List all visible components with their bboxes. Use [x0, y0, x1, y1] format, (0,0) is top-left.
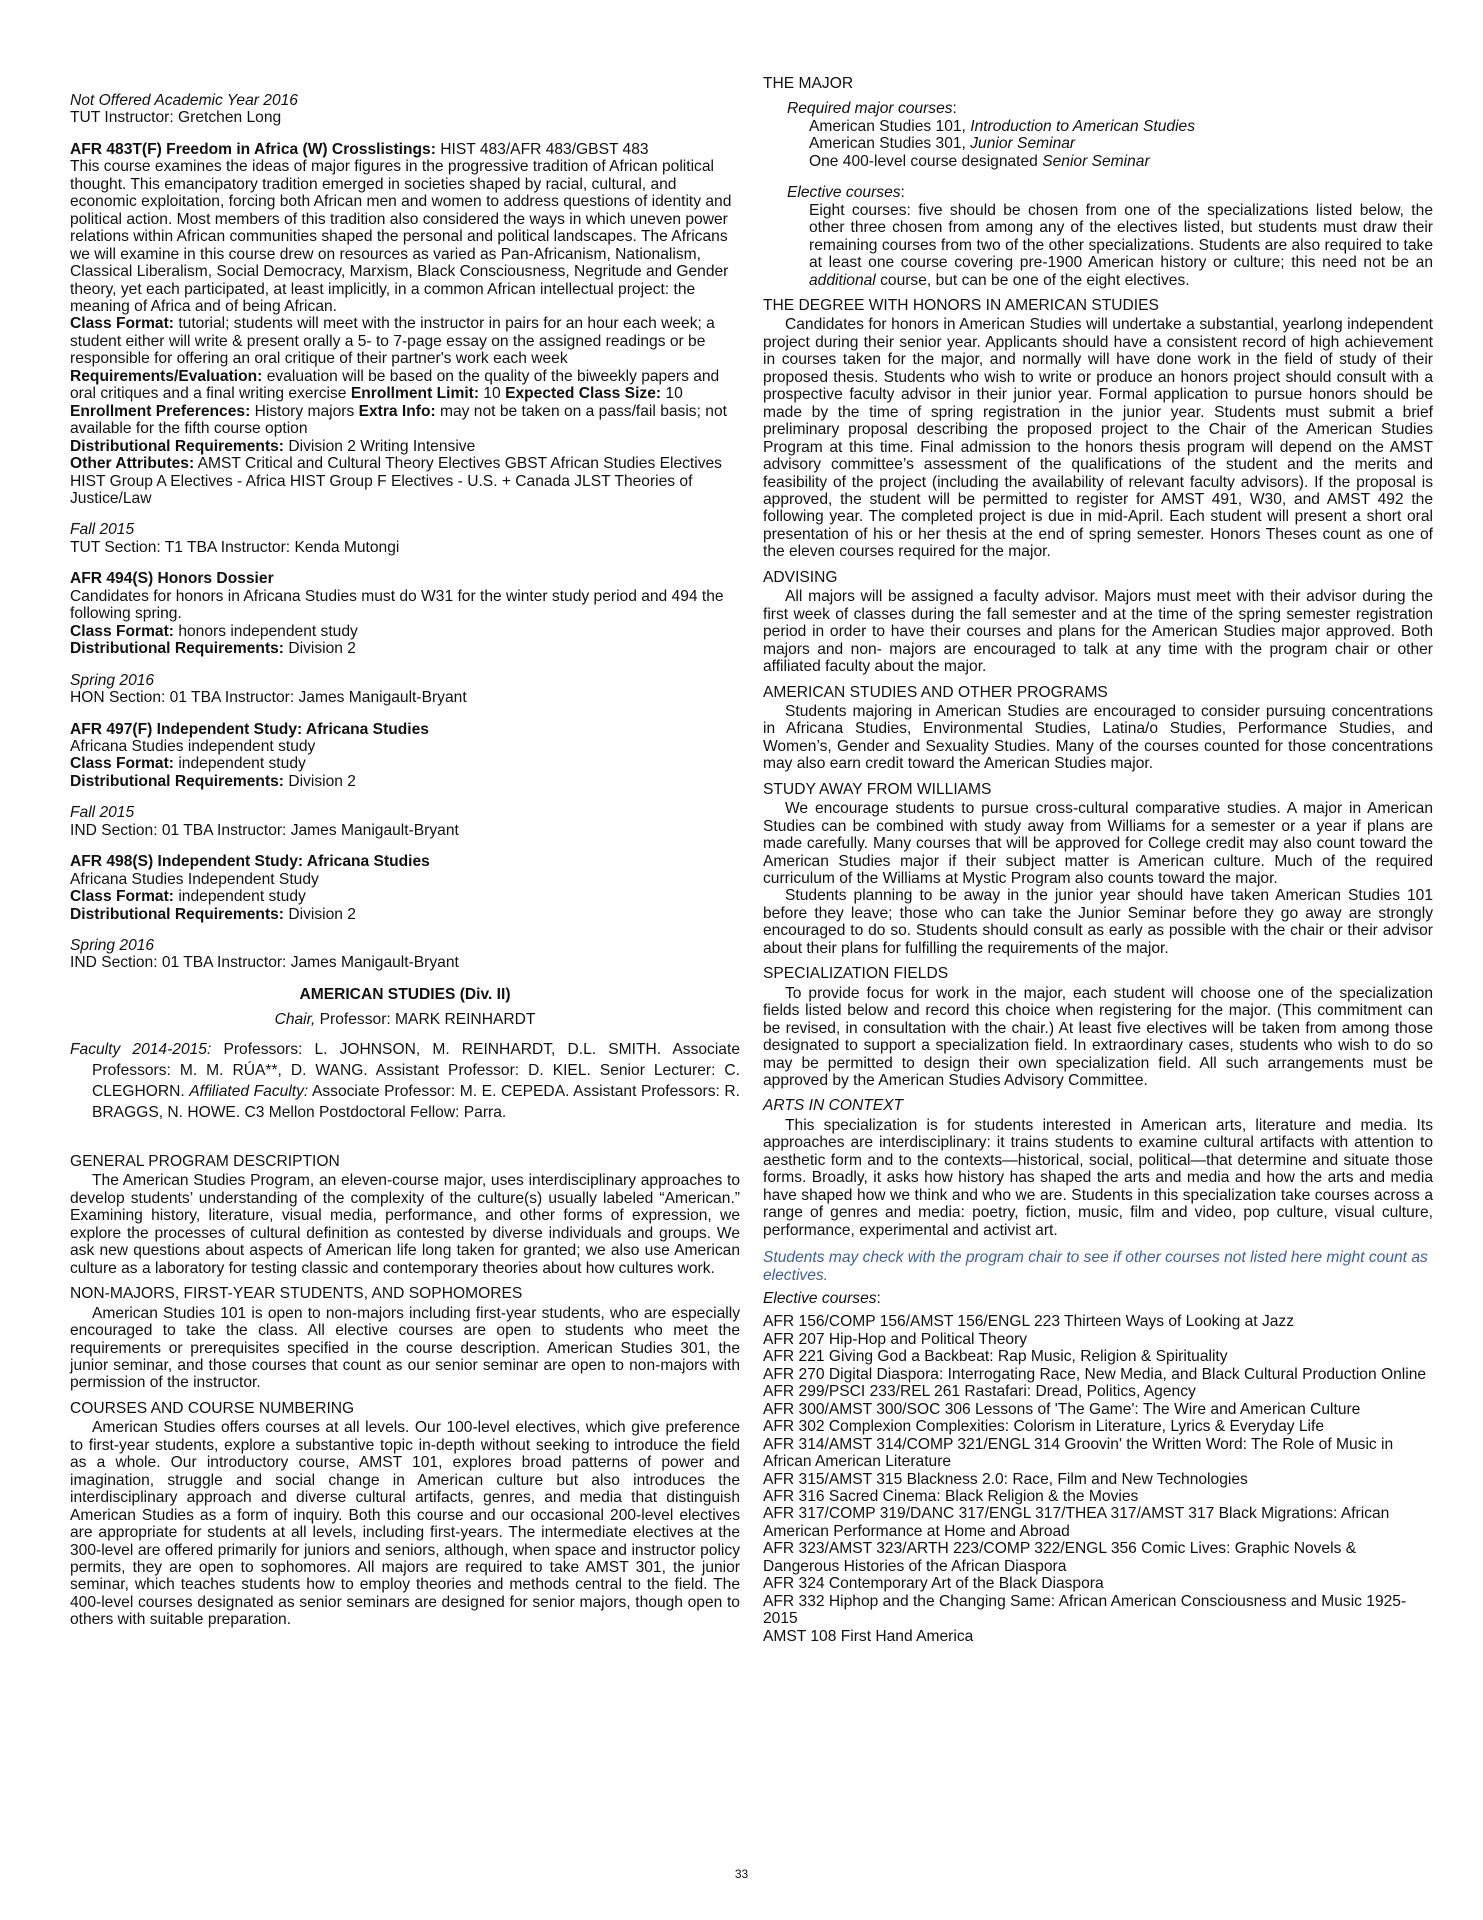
list-item: AFR 299/PSCI 233/REL 261 Rastafari: Dread, Politics, Agency	[763, 1383, 1196, 1401]
section-heading: AMERICAN STUDIES AND OTHER PROGRAMS	[763, 683, 1108, 701]
list-item: AFR 156/COMP 156/AMST 156/ENGL 223 Thirteen Ways of Looking at Jazz	[763, 1313, 1295, 1331]
page-number: 33	[734, 1867, 749, 1881]
chair-note: Students may check with the program chair to see if other courses not listed here might count as electives.	[763, 1249, 1428, 1284]
format-label: Class Format:	[70, 888, 174, 906]
section-body: American Studies 101 is open to non-majors including first-year students, who are especially encouraged to take the class. All elective courses are open to students who meet the requirements or prerequisites specified in the course description. American Studies 301, the junior seminar, and those courses that count as our senior seminar are open to non-majors with permission of the instructor.	[70, 1304, 740, 1392]
expected-size-label: Expected Class Size:	[505, 385, 662, 403]
dist-value: Division 2	[284, 772, 356, 790]
list-item: AFR 270 Digital Diaspora: Interrogating Race, New Media, and Black Cultural Production Online	[763, 1365, 1427, 1383]
dist-label: Distributional Requirements:	[70, 772, 285, 790]
extra-info-value: may not be taken on a pass/fail basis; not available for the fifth course option	[70, 402, 727, 438]
section-body: We encourage students to pursue cross-cultural comparative studies. A major in American Studies can be combined with study away from Williams for a semester or a year if plans are made carefully. Many courses that will be approved for College credit may also count toward the American Studies major if their subject matter is American culture. Much of the required curriculum of the Williams at Mystic Program also counts toward the major.	[763, 800, 1433, 888]
section-heading: COURSES AND COURSE NUMBERING	[70, 1399, 355, 1417]
list-item: AFR 323/AMST 323/ARTH 223/COMP 322/ENGL 356 Comic Lives: Graphic Novels & Dangerous Histories of the African Diaspora	[763, 1540, 1357, 1575]
required-heading: Required major courses	[787, 100, 953, 118]
section-body: This specialization is for students interested in American arts, literature and media. Its approaches are interdisciplinary: it trains students to examine cultural artifacts with attention to aesthetic form and to the contexts—historical, social, political—that determine and situate those forms. Broadly, it asks how history has shaped the arts and media and how the arts and media have shaped how we think and who we are. Students in this specialization take courses across a range of genres and media: poetry, fiction, music, film and video, pop culture, visual culture, performance, experimental and activist art.	[763, 1116, 1433, 1239]
format-value: independent study	[174, 755, 306, 773]
dist-value: Division 2	[284, 905, 356, 923]
enroll-label: Enrollment Limit:	[350, 385, 480, 403]
dist-value: Division 2 Writing Intensive	[284, 437, 476, 455]
course-title: AFR 494(S) Honors Dossier	[70, 570, 274, 588]
list-item: AFR 302 Complexion Complexities: Colorism in Literature, Lyrics & Everyday Life	[763, 1418, 1325, 1436]
section-body: Students majoring in American Studies are encouraged to consider pursuing concentrations in Africana Studies, Environmental Studies, Latina/o Studies, Performance Studies, and Women’s, Gender and Sexuality Studies. Many of the courses counted for those concentrations may also earn credit toward the American Studies major.	[763, 702, 1433, 773]
enroll-value: 10	[479, 385, 506, 403]
left-column	[70, 92, 740, 1629]
term: Spring 2016	[70, 671, 155, 689]
format-value: independent study	[174, 888, 306, 906]
dist-label: Distributional Requirements:	[70, 640, 285, 658]
list-item: AFR 221 Giving God a Backbeat: Rap Music, Religion & Spirituality	[763, 1348, 1228, 1366]
elective-text: Eight courses: five should be chosen from one of the specializations listed below, the other three chosen from among any of the electives listed, but students must draw their remaining courses from two of the other specializations. Students are also required to take at least one course covering pre-1900 American history or culture; this need not be an additional course, but can be one of the eight electives.	[809, 201, 1433, 289]
list-item: AFR 332 Hiphop and the Changing Same: African American Consciousness and Music 1925-2015	[763, 1592, 1407, 1628]
list-item: AFR 314/AMST 314/COMP 321/ENGL 314 Groovin' the Written Word: The Role of Music in African American Literature	[763, 1435, 1394, 1471]
section-heading: THE MAJOR	[763, 75, 854, 92]
section-info: IND Section: 01 TBA Instructor: James Manigault-Bryant	[70, 954, 459, 972]
expected-size-value: 10	[661, 385, 683, 403]
section-body: American Studies offers courses at all levels. Our 100-level electives, which give preference to first-year students, explore a substantive topic in-depth without seeking to introduce the field as a whole. Our introductory course, AMST 101, explores broad patterns of power and imagination, struggle and social change in American culture but also introduces the interdisciplinary approach and diverse cultural artifacts, genres, and media that distinguish American Studies as a form of inquiry. Both this course and our occasional 200-level electives are appropriate for students at all levels, including first-years. The intermediate electives at the 300-level are offered primarily for juniors and seniors, although, when space and instructor policy permits, they are open to sophomores. All majors are required to take AMST 301, the junior seminar, which teaches students how to employ theories and methods central to the field. The 400-level courses designated as senior seminars are designed for senior majors, though open to others with suitable preparation.	[70, 1419, 740, 1629]
chair-label: Chair,	[274, 1011, 316, 1029]
format-label: Class Format:	[70, 315, 174, 333]
list-item: AFR 315/AMST 315 Blackness 2.0: Race, Film and New Technologies	[763, 1470, 1248, 1488]
course-description: This course examines the ideas of major figures in the progressive tradition of African political thought. This emancipatory tradition emerged in societies shaped by racial, cultural, and economic exploitation, forcing both African men and women to address questions of identity and political action. Most members of this tradition also considered the ways in which uneven power relations within African communities shaped the personal and political landscapes. The Africans we will examine in this course drew on resources as varied as Pan-Africanism, Nationalism, Classical Liberalism, Social Democracy, Marxism, Black Consciousness, Negritude and Gender theory, yet each participated, at least implicitly, in a common African intellectual project: the meaning of Africa and of being African.	[70, 158, 732, 315]
elective-heading: Elective courses	[787, 184, 901, 202]
requirements-label: Requirements/Evaluation:	[70, 367, 263, 385]
term: Fall 2015	[70, 521, 135, 539]
dist-value: Division 2	[284, 640, 356, 658]
list-item: AFR 317/COMP 319/DANC 317/ENGL 317/THEA 317/AMST 317 Black Migrations: African American Performance at Home and Abroad	[763, 1505, 1390, 1540]
list-item: AFR 207 Hip-Hop and Political Theory	[763, 1330, 1028, 1348]
section-heading: SPECIALIZATION FIELDS	[763, 965, 949, 983]
requirements-value: evaluation will be based on the quality of the biweekly papers and oral critiques and a final writing exercise	[70, 367, 720, 403]
section-heading: GENERAL PROGRAM DESCRIPTION	[70, 1153, 340, 1171]
tut-instructor: TUT Instructor: Gretchen Long	[70, 109, 282, 127]
attributes-label: Other Attributes:	[70, 455, 195, 473]
chair-value: Professor: MARK REINHARDT	[315, 1011, 536, 1029]
section-body: The American Studies Program, an eleven-course major, uses interdisciplinary approaches to develop students’ understanding of the complexity of the culture(s) usually labeled “American.” Examining history, literature, visual media, performance, and other forms of expression, we explore the processes of cultural definition as contested by diverse individuals and groups. We ask new questions about aspects of American life long taken for granted; we also use American culture as a laboratory for testing classic and contemporary theories about how cultures work.	[70, 1172, 740, 1277]
list-item: AFR 316 Sacred Cinema: Black Religion & the Movies	[763, 1487, 1139, 1505]
course-title: AFR 498(S) Independent Study: Africana Studies	[70, 853, 430, 871]
right-column: THE MAJOR Required major courses: American Studies 101, Introduction to American Studies American Studies 301, Junior Seminar One 400-level course designated Senior Seminar Elective courses: Eight courses: five should be chosen from one of the specializations listed below, the other three chosen from among any of the electives listed, but students must draw their remaining courses from two of the other specializations. Students are also required to take at least one course covering pre-1900 American history or culture; this need not be an additional course, but can be one of the eight electives. THE DEGREE WITH HONORS IN AMERICAN STUDIES Candidates for honors in American Studies will undertake a substantial, yearlong independent project during their senior year. Applicants should have a consistent record of high achievement in courses taken for the major, and normally will have done work in the field of study of their proposed thesis. Students who wish to write or produce an honors project should consult with a prospective faculty advisor in their junior year. Formal application to pursue honors should be made by the time of spring registration in the junior year. Students must submit a brief preliminary proposal describing the proposed project to the Chair of the American Studies Program at this time. Final admission to the honors thesis program will depend on the AMST advisory committee’s assessment of the qualifications of the student and the merits and feasibility of the project (including the availability of relevant faculty advisors). If the proposal is approved, the student will be permitted to register for AMST 491, W30, and AMST 492 the following year. The completed project is due in mid-April. Each student will present a short oral presentation of his or her thesis at the end of spring semester. Honors Theses count as one of the eleven courses required for the major. ADVISING All majors will be assigned a faculty advisor. Majors must meet with their advisor during the first week of classes during the fall semester and at the time of the spring semester registration period in order to have their courses and plans for the American Studies major approved. Both majors and non- majors are encouraged to talk at any time with the program chair or other affiliated faculty about the major. AMERICAN STUDIES AND OTHER PROGRAMS Students majoring in American Studies are encouraged to consider pursuing concentrations in Africana Studies, Environmental Studies, Latina/o Studies, Performance Studies, and Women’s, Gender and Sexuality Studies. Many of the courses counted for those concentrations may also earn credit toward the American Studies major. STUDY AWAY FROM WILLIAMS We encourage students to pursue cross-cultural comparative studies. A major in American Studies can be combined with study away from Williams for a semester or a year if plans are made carefully. Many courses that will be approved for College credit may also count toward the American Studies major if their subject matter is American culture. Much of the required curriculum of the Williams at Mystic Program also counts toward the major. Students planning to be away in the junior year should have taken American Studies 101 before they leave; those who can take the Junior Seminar before they go away are strongly encouraged to do so. Students should consult as early as possible with the chair or their advisor about their plans for fulfilling the requirements of the major. SPECIALIZATION FIELDS To provide focus for work in the major, each student will choose one of the specialization fields listed below and record this choice when registering for the major. (This commitment can be revised, in consultation with the chair.) At least five electives will be taken from among those designated to support a specialization field. In extraordinary cases, students who wish to do so may be permitted to design their own specialization field. All such arrangements must be approved by the American Studies Advisory Committee. ARTS IN CONTEXT This specialization is for students interested in American arts, literature and media. Its approaches are interdisciplinary: it trains students to examine cultural artifacts with attention to aesthetic form and to the contexts—historical, social, political—that determine and situate those forms. Broadly, it asks how history has shaped the arts and media and how the arts and media have shaped how we think and who we are. Students in this specialization take courses across a range of genres and media: poetry, fiction, music, film and video, pop culture, visual culture, performance, experimental and activist art. Students may check with the program chair to see if other courses not listed here might count as electives. Elective courses: AFR 156/COMP 156/AMST 156/ENGL 223 Thirteen Ways of Looking at Jazz AFR 207 Hip-Hop and Political Theory AFR 221 Giving God a Backbeat: Rap Music, Religion & Spirituality AFR 270 Digital Diaspora: Interrogating Race, New Media, and Black Cultural Production Online AFR 299/PSCI 233/REL 261 Rastafari: Dread, Politics, Agency AFR 300/AMST 300/SOC 306 Lessons of 'The Game': The Wire and American Culture AFR 302 Complexion Complexities: Colorism in Literature, Lyrics & Everyday Life AFR 314/AMST 314/COMP 321/ENGL 314 Groovin' the Written Word: The Role of Music in African American Literature AFR 315/AMST 315 Blackness 2.0: Race, Film and New Technologies AFR 316 Sacred Cinema: Black Religion & the Movies AFR 317/COMP 319/DANC 317/ENGL 317/THEA 317/AMST 317 Black Migrations: African American Performance at Home and Abroad AFR 323/AMST 323/ARTH 223/COMP 322/ENGL 356 Comic Lives: Graphic Novels & Dangerous Histories of the African Diaspora AFR 324 Contemporary Art of the Black Diaspora AFR 332 Hiphop and the Changing Same: African American Consciousness and Music 1925-2015 AMST 108 First Hand America	[763, 75, 1433, 1645]
section-heading: THE DEGREE WITH HONORS IN AMERICAN STUDIES	[763, 296, 1159, 314]
list-item: AFR 324 Contemporary Art of the Black Diaspora	[763, 1575, 1104, 1593]
section-heading: STUDY AWAY FROM WILLIAMS	[763, 780, 992, 798]
dist-label: Distributional Requirements:	[70, 437, 285, 455]
course-afr483	[70, 141, 740, 508]
list-item: AFR 300/AMST 300/SOC 306 Lessons of 'The Game': The Wire and American Culture	[763, 1400, 1361, 1418]
section-body: Candidates for honors in American Studies will undertake a substantial, yearlong independent project during their senior year. Applicants should have a consistent record of high achievement in courses taken for the major, and normally will have done work in the field of study of their proposed thesis. Students who wish to write or produce an honors project should consult with a prospective faculty advisor in their junior year. Formal application to pursue honors should be made by the time of spring registration in the junior year. Students must submit a brief preliminary proposal describing the proposed project to the Chair of the American Studies Program at this time. Final admission to the honors thesis program will depend on the AMST advisory committee’s assessment of the qualifications of the student and the merits and feasibility of the project (including the availability of relevant faculty advisors). If the proposal is approved, the student will be permitted to register for AMST 491, W30, and AMST 492 the following year. The completed project is due in mid-April. Each student will present a short oral presentation of his or her thesis at the end of spring semester. Honors Theses count as one of the eleven courses required for the major.	[763, 316, 1433, 561]
section-info: IND Section: 01 TBA Instructor: James Manigault-Bryant	[70, 821, 459, 839]
course-title: AFR 497(F) Independent Study: Africana Studies	[70, 720, 429, 738]
course-afr494	[70, 570, 740, 657]
list-item: AMST 108 First Hand America	[763, 1627, 974, 1645]
faculty-list: Faculty 2014-2015: Professors: L. JOHNSON, M. REINHARDT, D.L. SMITH. Associate Professors: M. M. RÚA**, D. WANG. Assistant Professor: D. KIEL. Senior Lecturer: C. CLEGHORN. Affiliated Faculty: Associate Professor: M. E. CEPEDA. Assistant Professors: R. BRAGGS, N. HOWE. C3 Mellon Postdoctoral Fellow: Parra.	[70, 1040, 740, 1121]
section-info: TUT Section: T1 TBA Instructor: Kenda Mutongi	[70, 538, 400, 556]
not-offered-note: Not Offered Academic Year 2016	[70, 92, 298, 109]
preferences-value: History majors	[250, 402, 359, 420]
term: Fall 2015	[70, 804, 135, 822]
course-title: AFR 483T(F) Freedom in Africa (W) Crosslistings:	[70, 140, 436, 158]
course-afr498	[70, 853, 740, 923]
term: Spring 2016	[70, 937, 155, 955]
section-heading: ARTS IN CONTEXT	[763, 1097, 904, 1115]
section-body: To provide focus for work in the major, each student will choose one of the specialization fields listed below and record this choice when registering for the major. (This commitment can be revised, in consultation with the chair.) At least five electives will be taken from among those designated to support a specialization field. In extraordinary cases, students who wish to do so may be permitted to design their own specialization field. All such arrangements must be approved by the American Studies Advisory Committee.	[763, 984, 1433, 1090]
section-heading: ADVISING	[763, 568, 838, 586]
course-afr497	[70, 721, 740, 791]
format-value: honors independent study	[174, 622, 358, 640]
format-label: Class Format:	[70, 622, 174, 640]
crosslistings: HIST 483/AFR 483/GBST 483	[435, 140, 649, 158]
section-body: Students planning to be away in the junior year should have taken American Studies 101 before they leave; those who can take the Junior Seminar before they go away are strongly encouraged to do so. Students should consult as early as possible with the chair or their advisor about their plans for fulfilling the requirements of the major.	[763, 887, 1433, 957]
section-info: HON Section: 01 TBA Instructor: James Manigault-Bryant	[70, 689, 467, 707]
format-label: Class Format:	[70, 755, 174, 773]
courses-heading: Elective courses	[763, 1290, 877, 1307]
format-value: tutorial; students will meet with the instructor in pairs for an hour each week; a student either will write & present orally a 5- to 7-page essay on the assigned readings or be responsible for offering an oral critique of their partner's work each week	[70, 315, 715, 368]
attributes-value: AMST Critical and Cultural Theory Electives GBST African Studies Electives HIST Group A Electives - Africa HIST Group F Electives - U.S. + Canada JLST Theories of Justice/Law	[70, 455, 722, 507]
preferences-label: Enrollment Preferences:	[70, 402, 251, 420]
section-body: All majors will be assigned a faculty advisor. Majors must meet with their advisor during the first week of classes during the fall semester and at the time of the spring semester registration period in order to have their courses and plans for the American Studies major approved. Both majors and non- majors are encouraged to talk at any time with the program chair or other affiliated faculty about the major.	[763, 588, 1433, 676]
dist-label: Distributional Requirements:	[70, 905, 285, 923]
course-description: Africana Studies Independent Study	[70, 870, 319, 888]
section-heading: NON-MAJORS, FIRST-YEAR STUDENTS, AND SOPHOMORES	[70, 1285, 523, 1303]
course-description: Africana Studies independent study	[70, 737, 316, 755]
course-description: Candidates for honors in Africana Studies must do W31 for the winter study period and 494 the following spring.	[70, 587, 724, 623]
course-list	[763, 1313, 1433, 1645]
extra-info-label: Extra Info:	[358, 402, 436, 420]
department-heading: AMERICAN STUDIES (Div. II)	[299, 985, 511, 1003]
